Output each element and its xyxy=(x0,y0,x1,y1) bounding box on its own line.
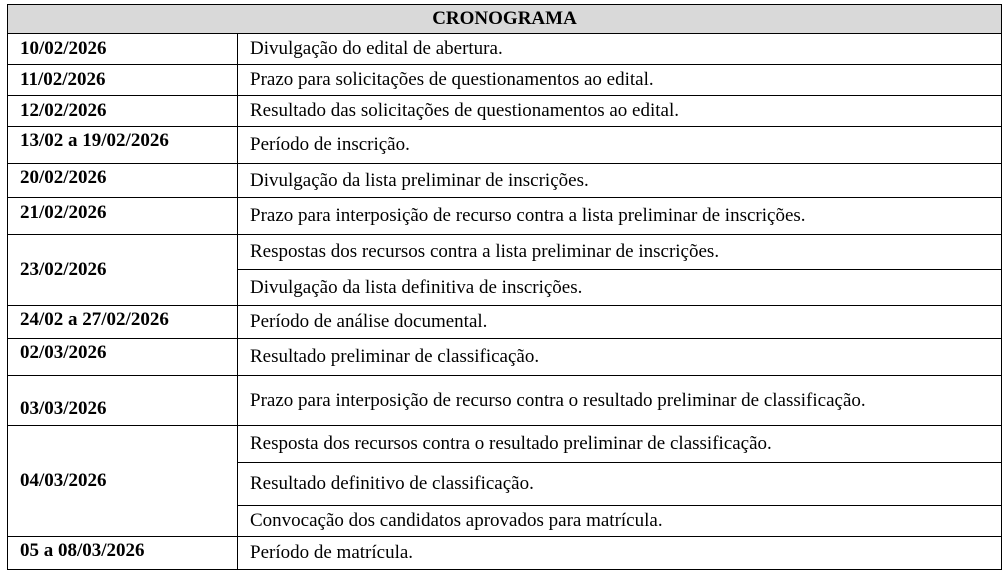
date-cell: 23/02/2026 xyxy=(8,235,238,306)
event-cell: Resultado das solicitações de questionamentos ao edital. xyxy=(238,96,1002,127)
table-row xyxy=(8,376,1002,426)
date-cell: 03/03/2026 xyxy=(8,376,238,426)
event-cell: Período de análise documental. xyxy=(238,306,1002,339)
date-cell: 21/02/2026 xyxy=(8,198,238,235)
event-cell: Período de inscrição. xyxy=(238,127,1002,164)
date-cell: 11/02/2026 xyxy=(8,65,238,96)
date-cell: 04/03/2026 xyxy=(8,426,238,537)
date-cell: 12/02/2026 xyxy=(8,96,238,127)
table-row xyxy=(8,339,1002,376)
event-cell: Divulgação da lista definitiva de inscrições. xyxy=(238,270,1002,306)
table-row xyxy=(8,34,1002,65)
table-row xyxy=(8,198,1002,235)
event-cell: Prazo para interposição de recurso contra a lista preliminar de inscrições. xyxy=(238,198,1002,235)
event-cell: Resultado preliminar de classificação. xyxy=(238,339,1002,376)
date-cell: 05 a 08/03/2026 xyxy=(8,537,238,570)
table-title: CRONOGRAMA xyxy=(8,5,1002,34)
schedule-table xyxy=(7,4,1002,570)
event-cell: Prazo para solicitações de questionamentos ao edital. xyxy=(238,65,1002,96)
event-cell: Resultado definitivo de classificação. xyxy=(238,463,1002,506)
event-cell: Divulgação da lista preliminar de inscrições. xyxy=(238,164,1002,198)
table-row xyxy=(8,96,1002,127)
event-cell: Convocação dos candidatos aprovados para matrícula. xyxy=(238,506,1002,537)
date-cell: 24/02 a 27/02/2026 xyxy=(8,306,238,339)
table-row xyxy=(8,164,1002,198)
date-cell: 10/02/2026 xyxy=(8,34,238,65)
event-cell: Divulgação do edital de abertura. xyxy=(238,34,1002,65)
event-cell: Respostas dos recursos contra a lista preliminar de inscrições. xyxy=(238,235,1002,270)
table-row xyxy=(8,306,1002,339)
table-title-row xyxy=(8,5,1002,34)
table-row xyxy=(8,537,1002,570)
event-cell: Resposta dos recursos contra o resultado preliminar de classificação. xyxy=(238,426,1002,463)
event-cell: Período de matrícula. xyxy=(238,537,1002,570)
date-cell: 13/02 a 19/02/2026 xyxy=(8,127,238,164)
table-row xyxy=(8,235,1002,270)
date-cell: 02/03/2026 xyxy=(8,339,238,376)
date-cell: 20/02/2026 xyxy=(8,164,238,198)
event-cell: Prazo para interposição de recurso contra o resultado preliminar de classificação. xyxy=(238,376,1002,426)
table-row xyxy=(8,65,1002,96)
table-row xyxy=(8,127,1002,164)
table-row xyxy=(8,426,1002,463)
